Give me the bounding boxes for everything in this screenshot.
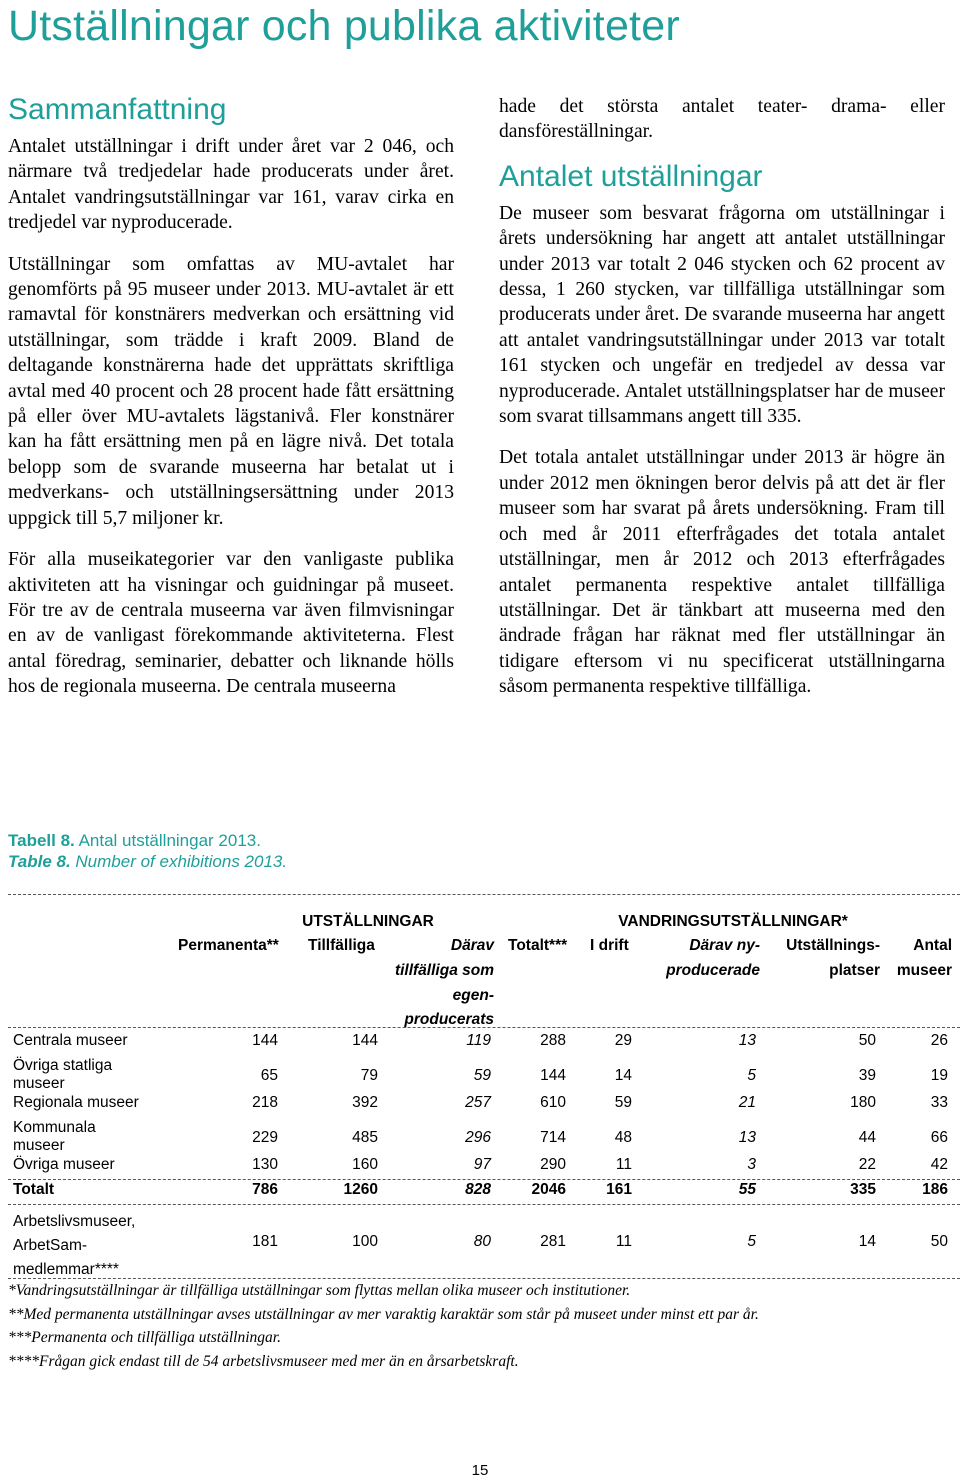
table-cell: 3 (747, 1156, 756, 1173)
exhibitions-paragraph-1: De museer som besvarat frågorna om utställningar i årets undersökning har angett att antalet utställningar under 2013 var totalt 2 046 stycken och 62 procent av dessa, 1 260 stycken, var tillfälliga utställningar som producerats under året. De svarande museerna har angett att antalet vandringsutställningar under 2013 var totalt 161 stycken och ungefär en tredjedel av dessa var nyproducerade. Antalet utställningsplatser har de museer som svarat tillsammans angett till 335. (499, 202, 945, 428)
table-cell: 144 (252, 1032, 278, 1049)
footnote-3: ***Permanenta och tillfälliga utställningar. (8, 1329, 281, 1346)
row-label: Centrala museer (13, 1032, 128, 1049)
table-cell: 50 (858, 1032, 876, 1049)
footnote-2: **Med permanenta utställningar avses utställningar av mer varaktig karaktär som står på museet under minst ett par år. (8, 1306, 759, 1323)
table-rule-header (8, 1027, 960, 1028)
table-cell: 144 (540, 1067, 566, 1084)
table-cell: 21 (738, 1094, 756, 1111)
header-group-exhibitions: UTSTÄLLNINGAR (302, 913, 434, 930)
table-cell: 610 (540, 1094, 566, 1111)
table-cell: 14 (858, 1233, 876, 1250)
row-label: Totalt (13, 1181, 55, 1198)
header-museums-1: Antal (913, 937, 952, 954)
page-number: 15 (471, 1462, 489, 1479)
table-cell: 288 (540, 1032, 566, 1049)
table-rule-bottom (8, 1278, 960, 1279)
header-total: Totalt*** (508, 937, 568, 954)
table-cell: 65 (260, 1067, 278, 1084)
table-cell: 50 (930, 1233, 948, 1250)
header-permanent: Permanenta** (178, 937, 279, 954)
table-rule-top (8, 894, 960, 895)
exhibitions-paragraph-2: Det totala antalet utställningar under 2013 är högre än under 2012 men ökningen beror delvis på att det är fler museer som har svarat på årets undersökning. Fram till och med år 2011 efterfrågades det totala antalet utställningar, men år 2012 och 2013 efterfrågades antalet permanenta respektive antalet tillfälliga utställningar. Det är tänkbart att museerna med den ändrade frågan har räknat med fler utställningar än tidigare eftersom vi nu specificerat utställningarna såsom permanenta respektive tillfälliga. (499, 447, 945, 698)
table-cell: 1260 (343, 1181, 378, 1198)
table-cell: 485 (352, 1129, 378, 1146)
table-caption-en-text: Number of exhibitions 2013. (75, 852, 288, 871)
table-cell: 180 (850, 1094, 876, 1111)
table-cell: 39 (858, 1067, 876, 1084)
table-cell: 186 (922, 1181, 948, 1198)
table-cell: 22 (858, 1156, 876, 1173)
table-cell: 48 (614, 1129, 632, 1146)
summary-paragraph-2: Utställningar som omfattas av MU-avtalet har genomförts på 95 museer under 2013. MU-avtalet är ett ramavtal för konstnärers medverkan och ersättning vid utställningar, som trädde i kraft 2009. Bland de deltagande konstnärerna hade det upprättats skriftliga avtal med 40 procent och 28 procent hade fått ersättning på eller över MU-avtalets lägstanivå. Fler konstnärer kan ha fått ersättning men på en lägre nivå. Det totala belopp som de svarande museerna har betalat ut i medverkans- och utställningsersättning under 2013 uppgick till 5,7 miljoner kr. (8, 253, 454, 529)
table-cell: 828 (465, 1181, 491, 1198)
table-cell: 29 (614, 1032, 632, 1049)
table-cell: 392 (352, 1094, 378, 1111)
extra-row-label-3: medlemmar**** (13, 1261, 119, 1278)
row-label-line-2: museer (13, 1137, 65, 1154)
table-cell: 281 (540, 1233, 566, 1250)
table-cell: 714 (540, 1129, 566, 1146)
header-of-which-3: egen- (452, 987, 494, 1004)
header-of-which-4: producerats (404, 1011, 494, 1028)
table-cell: 181 (252, 1233, 278, 1250)
row-label: Kommunala (13, 1119, 96, 1136)
table-cell: 14 (614, 1067, 632, 1084)
exhibitions-heading: Antalet utställningar (499, 159, 763, 193)
summary-paragraph-1: Antalet utställningar i drift under året var 2 046, och närmare två tredjedelar hade producerats under året. Antalet vandringsutställningar var 161, varav cirka en tredjedel var nyproducerade. (8, 136, 454, 234)
header-of-which-1: Därav (450, 937, 494, 954)
summary-heading: Sammanfattning (8, 93, 227, 126)
table-cell: 335 (850, 1181, 876, 1198)
table-cell: 130 (252, 1156, 278, 1173)
header-group-touring: VANDRINGSUTSTÄLLNINGAR* (618, 913, 848, 930)
table-cell: 19 (930, 1067, 948, 1084)
header-in-operation: I drift (590, 937, 629, 954)
table-cell: 160 (352, 1156, 378, 1173)
table-caption-sv-text: Antal utställningar 2013. (78, 831, 261, 850)
table-cell: 786 (252, 1181, 278, 1198)
header-new-1: Därav ny- (689, 937, 760, 954)
table-cell: 97 (473, 1156, 491, 1173)
header-museums-2: museer (896, 962, 952, 979)
header-new-2: producerade (666, 962, 760, 979)
table-cell: 11 (615, 1233, 632, 1250)
footnote-4: ****Frågan gick endast till de 54 arbetslivsmuseer med mer än en årsarbetskraft. (8, 1353, 519, 1370)
table-cell: 33 (930, 1094, 948, 1111)
table-cell: 66 (930, 1129, 948, 1146)
extra-row-label-2: ArbetSam- (13, 1237, 88, 1254)
table-caption-en (8, 851, 287, 873)
exhibitions-table (8, 894, 960, 1279)
table-cell: 100 (352, 1233, 378, 1250)
table-caption-sv (8, 830, 261, 852)
row-label: Övriga museer (13, 1156, 115, 1173)
table-rule-total-top (8, 1179, 960, 1180)
right-column (499, 94, 945, 700)
table-cell: 80 (473, 1233, 491, 1250)
table-cell: 229 (252, 1129, 278, 1146)
table-cell: 144 (352, 1032, 378, 1049)
table-cell: 79 (360, 1067, 378, 1084)
table-cell: 13 (738, 1129, 756, 1146)
table-cell: 290 (540, 1156, 566, 1173)
table-cell: 11 (615, 1156, 632, 1173)
left-column (8, 92, 454, 700)
page-title: Utställningar och publika aktiviteter (8, 2, 680, 50)
table-cell: 59 (614, 1094, 632, 1111)
table-cell: 296 (465, 1129, 491, 1146)
table-caption-sv-label: Tabell 8. (8, 831, 75, 850)
row-label-line-2: museer (13, 1075, 65, 1092)
footnote-1: *Vandringsutställningar är tillfälliga utställningar som flyttas mellan olika museer och institutioner. (8, 1282, 631, 1299)
table-cell: 257 (465, 1094, 491, 1111)
header-venues-1: Utställnings- (786, 937, 880, 954)
table-cell: 55 (738, 1181, 756, 1198)
table-caption-en-label: Table 8. (8, 852, 71, 871)
table-cell: 42 (930, 1156, 948, 1173)
row-label: Regionala museer (13, 1094, 139, 1111)
header-of-which-2: tillfälliga som (394, 962, 494, 979)
table-cell: 5 (747, 1233, 756, 1250)
table-cell: 5 (747, 1067, 756, 1084)
table-cell: 44 (858, 1129, 876, 1146)
header-temporary: Tillfälliga (308, 937, 375, 954)
table-cell: 26 (930, 1032, 948, 1049)
continued-paragraph: hade det största antalet teater- drama- eller dansföreställningar. (499, 96, 945, 143)
summary-paragraph-3: För alla museikategorier var den vanligaste publika aktiviteten att ha visningar och guidningar på museet. För tre av de centrala museerna var även filmvisningar en av de vanligast förekommande aktiviteterna. Flest antal föredrag, seminarier, debatter och liknande hölls hos de regionala museerna. De centrala museerna (8, 549, 454, 698)
table-cell: 13 (738, 1032, 756, 1049)
table-cell: 218 (252, 1094, 278, 1111)
extra-row-label-1: Arbetslivsmuseer, (13, 1213, 136, 1230)
table-cell: 119 (466, 1032, 491, 1049)
row-label: Övriga statliga (13, 1057, 113, 1074)
table-cell: 2046 (531, 1181, 566, 1198)
table-rule-total-bottom (8, 1204, 960, 1205)
table-cell: 59 (473, 1067, 491, 1084)
table-cell: 161 (606, 1181, 632, 1198)
header-venues-2: platser (829, 962, 880, 979)
